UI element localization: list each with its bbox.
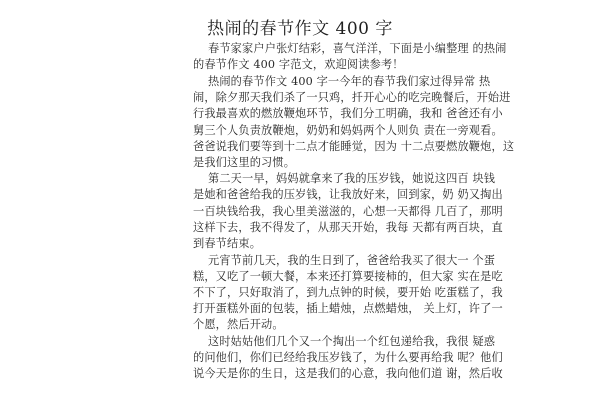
paragraph-line: 爸爸说我们要等到十二点才能睡觉，因为 十二点要燃放鞭炮，这	[193, 140, 515, 153]
paragraph-line: 个愿，然后开动。	[193, 318, 284, 331]
paragraph-line: 不下了，只好取消了，到九点钟的时候，要开始 吃蛋糕了，我	[193, 286, 503, 299]
paragraph-line: 是我们这里的习惯。	[193, 156, 296, 169]
paragraph-line: 糕，又吃了一顿大餐，本来还打算要接柿的，但大家 实在是吃	[193, 270, 503, 283]
paragraph-line: 元宵节前几天，我的生日到了，爸爸给我买了很大一 个蛋	[208, 254, 496, 267]
paragraph-line: 行我最喜欢的燃放鞭炮环节，我们分工明确，我和 爸爸还有小	[193, 107, 503, 120]
paragraph-line: 舅三个人负责放鞭炮，奶奶和妈妈两个人则负 责在一旁观看。	[193, 124, 503, 137]
paragraph-line: 热闹的春节作文 400 字一今年的春节我们家过得异常 热	[208, 75, 491, 88]
paragraph-line: 是她和爸爸给我的压岁钱，让我放好来，回到家，奶 奶又掏出	[193, 188, 503, 201]
paragraph-line: 的春节作文 400 字范文，欢迎阅读参考！	[193, 58, 404, 71]
paragraph-line: 这时姑姑他们几个又一个掏出一个红包递给我，我很 疑惑	[208, 335, 496, 348]
paragraph-line: 这样下去，我不得发了，从那天开始，我每 天都有两百块，直	[193, 221, 503, 234]
paragraph-line: 第二天一早，妈妈就拿来了我的压岁钱，她说这四百 块钱	[208, 172, 496, 185]
paragraph-line: 到春节结束。	[193, 237, 262, 250]
paragraph-line: 春节家家户户张灯结彩，喜气洋洋，下面是小编整理 的热闹	[208, 42, 507, 55]
paragraph-line: 说今天是你的生日，这是我们的心意，我向他们道 谢，然后收	[193, 367, 503, 380]
document-title: 热闹的春节作文 400 字	[207, 19, 393, 39]
paragraph-line: 一百块钱给我，我心里美滋滋的，心想一天都得 几百了，那明	[193, 205, 503, 218]
paragraph-line: 闹，除夕那天我们杀了一只鸡，扦开心心的吃完晚餐后，开始进	[193, 91, 511, 104]
paragraph-line: 打开蛋糕外面的包装，插上蜡烛，点燃蜡烛， 关上灯，许了一	[193, 302, 503, 315]
paragraph-line: 的问他们，你们已经给我压岁钱了，为什么要再给我 呢？他们	[193, 351, 503, 364]
